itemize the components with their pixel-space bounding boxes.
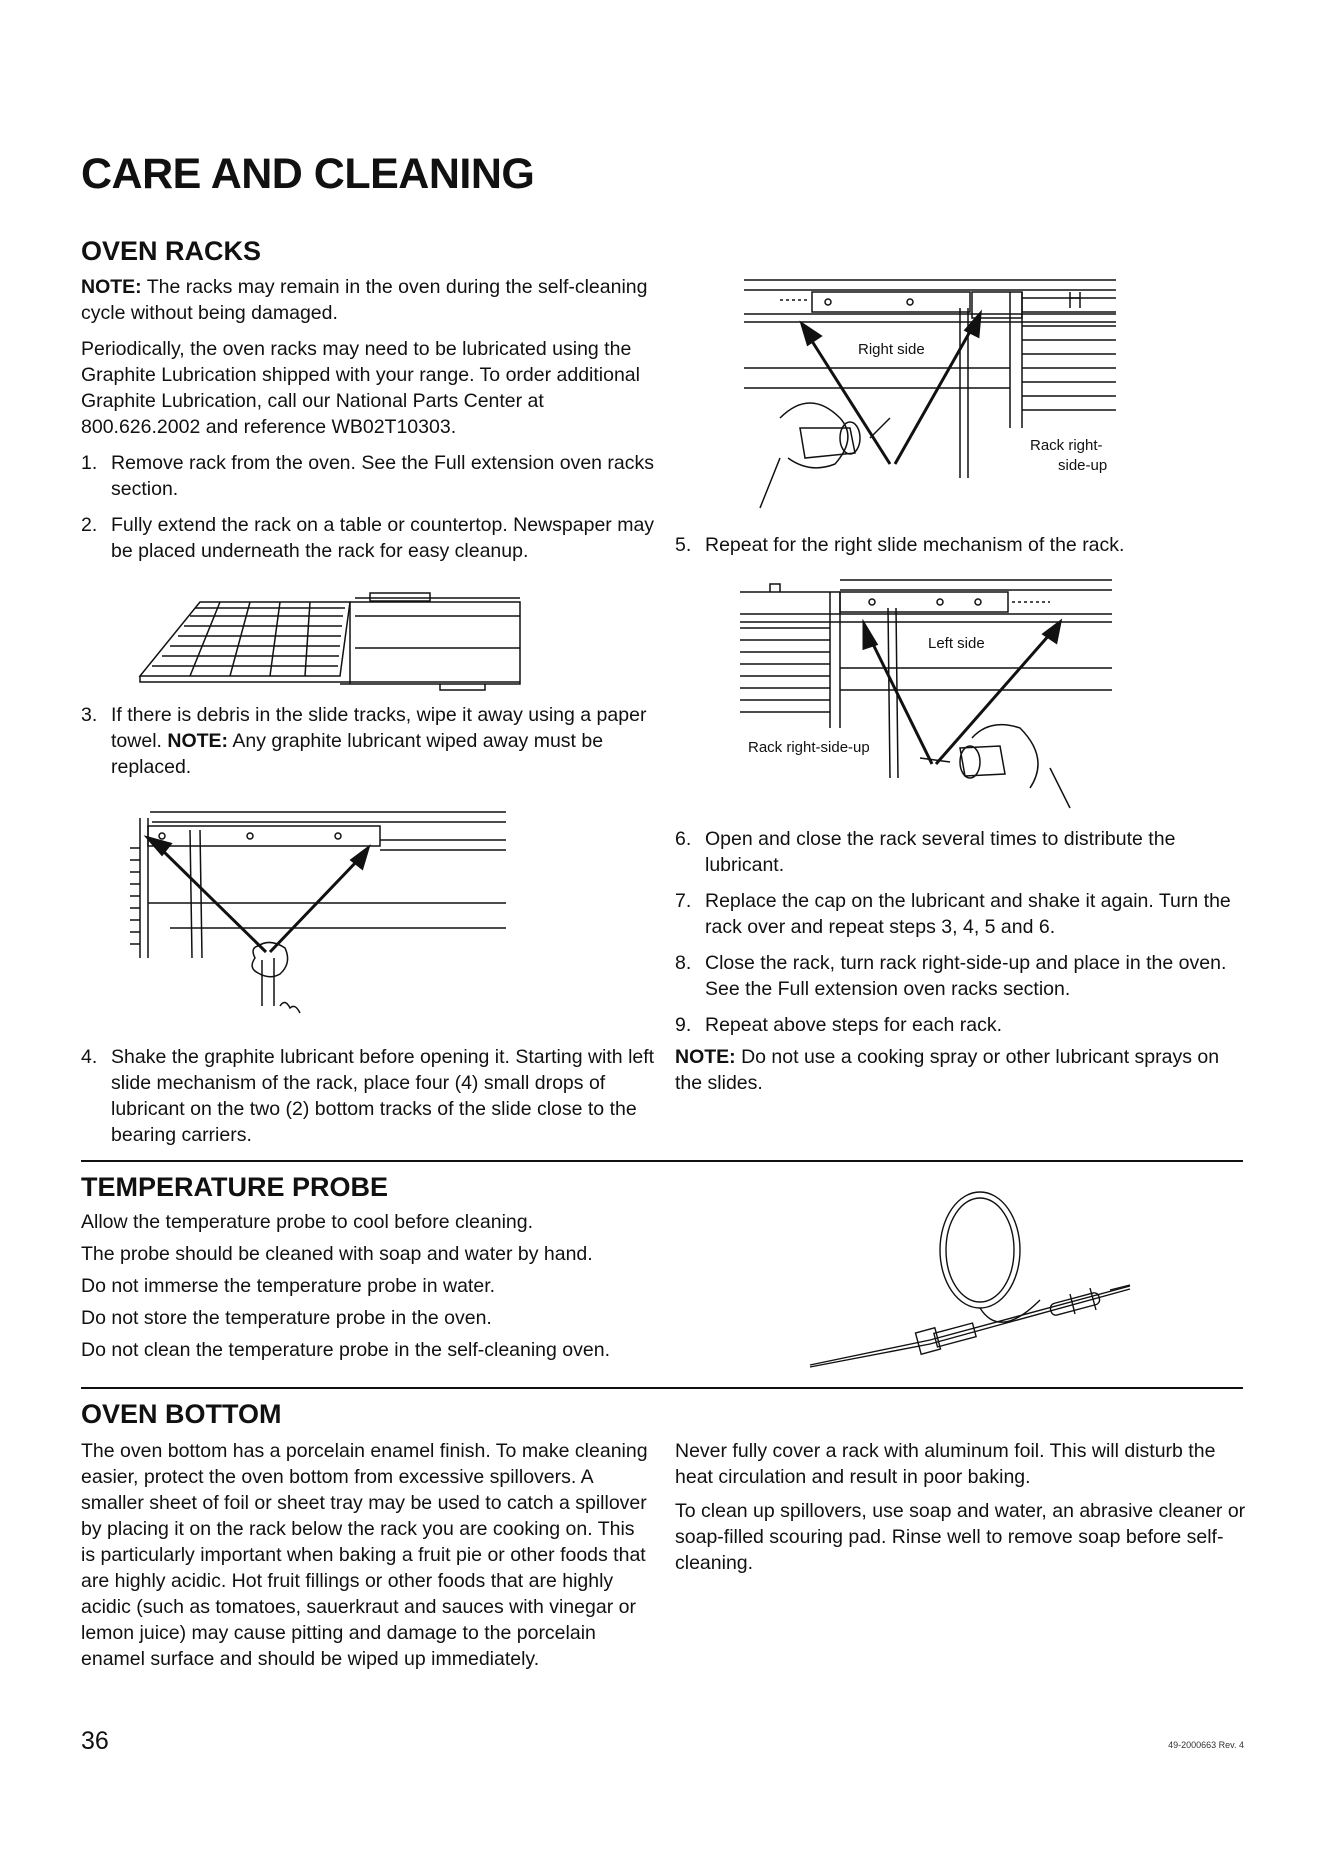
step-6	[675, 826, 1250, 878]
step-2	[81, 512, 656, 564]
step-3-block	[81, 702, 661, 790]
oven-bottom-paragraph: The oven bottom has a porcelain enamel finish. To make cleaning easier, protect the oven bottom from excessive spillovers. A smaller sheet of foil or sheet tray may be used to catch a spillover by placing it on the rack below the rack you are cooking on. This is particularly important when baking a fruit pie or other foods that are highly acidic. Hot fruit fillings or other foods that are highly acidic (such as tomatoes, sauerkraut and sauces with vinegar or lemon juice) may cause pitting and damage to the porcelain enamel surface and should be wiped up immediately.	[81, 1440, 648, 1670]
step-1	[81, 450, 656, 502]
slides-note	[675, 1044, 1250, 1096]
step-4-block	[81, 1044, 661, 1158]
rack-right-label-2: side-up	[1058, 457, 1108, 474]
document-number: 49-2000663 Rev. 4	[1168, 1740, 1244, 1750]
left-side-label: Left side	[928, 635, 985, 652]
step-text: Replace the cap on the lubricant and shake it again. Turn the rack over and repeat steps 3, 4, 5 and 6.	[705, 890, 1231, 938]
step-number: 6.	[675, 828, 692, 850]
step-4	[81, 1044, 661, 1148]
step-text: Repeat above steps for each rack.	[705, 1014, 1003, 1036]
step-number: 4.	[81, 1046, 98, 1068]
step-9	[675, 1012, 1250, 1038]
step-number: 8.	[675, 952, 692, 974]
step-text: Remove rack from the oven. See the Full extension oven racks section.	[111, 452, 655, 500]
step-text: Fully extend the rack on a table or countertop. Newspaper may be placed underneath the rack for easy cleanup.	[111, 514, 655, 562]
step-number: 9.	[675, 1014, 692, 1036]
lubrication-paragraph: Periodically, the oven racks may need to be lubricated using the Graphite Lubrication shipped with your range. To order additional Graphite Lubrication, call our National Parts Center at 800.626.2002 and reference WB02T10303.	[81, 338, 640, 438]
oven-bottom-left-column	[81, 1438, 653, 1672]
foil-warning: Never fully cover a rack with aluminum foil. This will disturb the heat circulation and result in poor baking.	[675, 1440, 1216, 1488]
step-number: 3.	[81, 704, 98, 726]
temperature-probe-text	[81, 1209, 721, 1363]
step-3	[81, 702, 661, 780]
step-3-note-label: NOTE:	[167, 730, 229, 752]
probe-line-1: Allow the temperature probe to cool before cleaning.	[81, 1211, 534, 1233]
left-slide-lubrication-illustration	[130, 808, 510, 1033]
note-label: NOTE:	[675, 1046, 736, 1068]
page-title: CARE AND CLEANING	[81, 150, 535, 198]
probe-line-4: Do not store the temperature probe in the oven.	[81, 1307, 492, 1329]
step-text: If there is debris in the slide tracks, wipe it away using a paper towel.	[111, 704, 647, 752]
extended-rack-illustration	[140, 588, 530, 696]
section-divider	[81, 1160, 1243, 1162]
step-text: Shake the graphite lubricant before opening it. Starting with left slide mechanism of the rack, place four (4) small drops of lubricant on the two (2) bottom tracks of the slide close to the bearing carriers.	[111, 1046, 655, 1146]
oven-racks-left-column	[81, 274, 656, 574]
note-text: Do not use a cooking spray or other lubricant sprays on the slides.	[675, 1046, 1220, 1094]
step-5	[675, 532, 1255, 558]
spillover-cleaning: To clean up spillovers, use soap and water, an abrasive cleaner or soap-filled scouring pad. Rinse well to remove soap before self-cleaning.	[675, 1500, 1246, 1574]
step-text-2: Any graphite lubricant wiped away must be replaced.	[111, 730, 604, 778]
section-divider	[81, 1387, 1243, 1389]
temperature-probe-illustration	[800, 1190, 1140, 1375]
step-8	[675, 950, 1250, 1002]
oven-bottom-heading: OVEN BOTTOM	[81, 1399, 282, 1429]
right-side-label: Right side	[858, 341, 925, 358]
rack-right-side-up-label: Rack right-side-up	[748, 739, 870, 756]
oven-racks-note	[81, 274, 656, 326]
probe-line-2: The probe should be cleaned with soap and water by hand.	[81, 1243, 593, 1265]
page-number: 36	[81, 1727, 109, 1755]
step-5-block	[675, 532, 1255, 568]
step-number: 7.	[675, 890, 692, 912]
right-slide-illustration	[740, 278, 1120, 508]
step-text: Close the rack, turn rack right-side-up and place in the oven. See the Full extension oven racks section.	[705, 952, 1227, 1000]
step-text: Open and close the rack several times to distribute the lubricant.	[705, 828, 1176, 876]
step-number: 5.	[675, 534, 692, 556]
step-number: 1.	[81, 452, 98, 474]
oven-racks-heading: OVEN RACKS	[81, 236, 262, 266]
note-text: The racks may remain in the oven during the self-cleaning cycle without being damaged.	[81, 276, 648, 324]
probe-line-5: Do not clean the temperature probe in the self-cleaning oven.	[81, 1339, 610, 1361]
probe-line-3: Do not immerse the temperature probe in water.	[81, 1275, 496, 1297]
step-number: 2.	[81, 514, 98, 536]
oven-bottom-right-column	[675, 1438, 1250, 1576]
oven-racks-right-column	[675, 826, 1250, 1096]
step-text: Repeat for the right slide mechanism of the rack.	[705, 534, 1125, 556]
left-side-illustration	[740, 578, 1120, 813]
temperature-probe-heading: TEMPERATURE PROBE	[81, 1172, 389, 1202]
rack-right-label-1: Rack right-	[1030, 437, 1103, 454]
step-7	[675, 888, 1250, 940]
note-label: NOTE:	[81, 276, 142, 298]
